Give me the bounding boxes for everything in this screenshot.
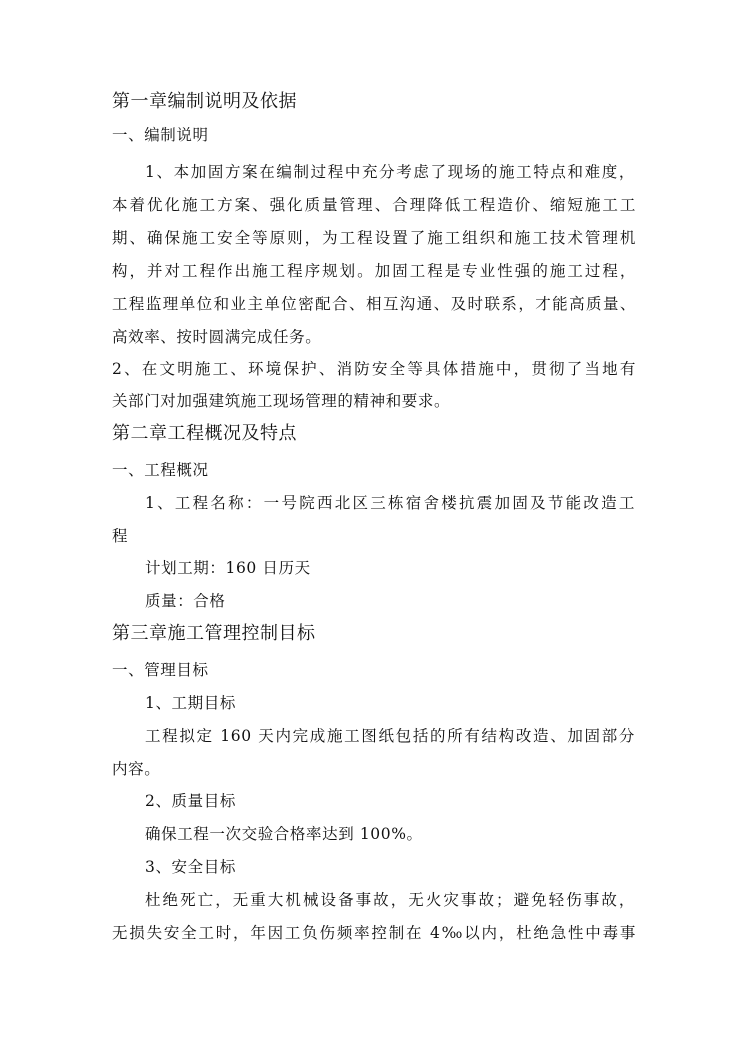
goal2-text: 确保工程一次交验合格率达到 100%。 (145, 825, 423, 843)
chapter1-para2-line2: 关部门对加强建筑施工现场管理的精神和要求。 (112, 392, 451, 410)
project-name-line1: 1、工程名称：一号院西北区三栋宿舍楼抗震加固及节能改造工 (145, 494, 635, 512)
chapter1-para2-line1: 2、在文明施工、环境保护、消防安全等具体措施中，贯彻了当地有 (112, 360, 636, 378)
chapter3-title: 第三章施工管理控制目标 (112, 623, 316, 644)
goal2-title: 2、质量目标 (145, 792, 236, 810)
project-name-line2: 程 (112, 527, 129, 545)
goal3-title: 3、安全目标 (145, 858, 236, 876)
planned-duration: 计划工期：160 日历天 (145, 559, 311, 577)
chapter1-title: 第一章编制说明及依据 (112, 91, 297, 112)
chapter1-section1-heading: 一、编制说明 (112, 126, 209, 144)
chapter2-title: 第二章工程概况及特点 (112, 423, 297, 444)
goal3-text-line2: 无损失安全工时，年因工负伤频率控制在 4‰以内，杜绝急性中毒事 (112, 924, 636, 942)
chapter1-para1-line3: 期、确保施工安全等原则，为工程设置了施工组织和施工技术管理机 (112, 229, 636, 247)
chapter1-para1-line6: 高效率、按时圆满完成任务。 (112, 328, 322, 346)
goal3-text-line1: 杜绝死亡，无重大机械设备事故，无火灾事故；避免轻伤事故， (145, 891, 635, 909)
chapter1-para1-line2: 本着优化施工方案、强化质量管理、合理降低工程造价、缩短施工工 (112, 196, 636, 214)
chapter3-section1-heading: 一、管理目标 (112, 661, 209, 679)
chapter1-para1-line1: 1、本加固方案在编制过程中充分考虑了现场的施工特点和难度， (145, 163, 635, 181)
chapter1-para1-line4: 构，并对工程作出施工程序规划。加固工程是专业性强的施工过程， (112, 262, 636, 280)
goal1-title: 1、工期目标 (145, 694, 236, 712)
goal1-text-line2: 内容。 (112, 760, 161, 778)
quality-level: 质量：合格 (145, 592, 226, 610)
chapter1-para1-line5: 工程监理单位和业主单位密配合、相互沟通、及时联系，才能高质量、 (112, 295, 636, 313)
chapter2-section1-heading: 一、工程概况 (112, 461, 209, 479)
goal1-text-line1: 工程拟定 160 天内完成施工图纸包括的所有结构改造、加固部分 (145, 727, 635, 745)
